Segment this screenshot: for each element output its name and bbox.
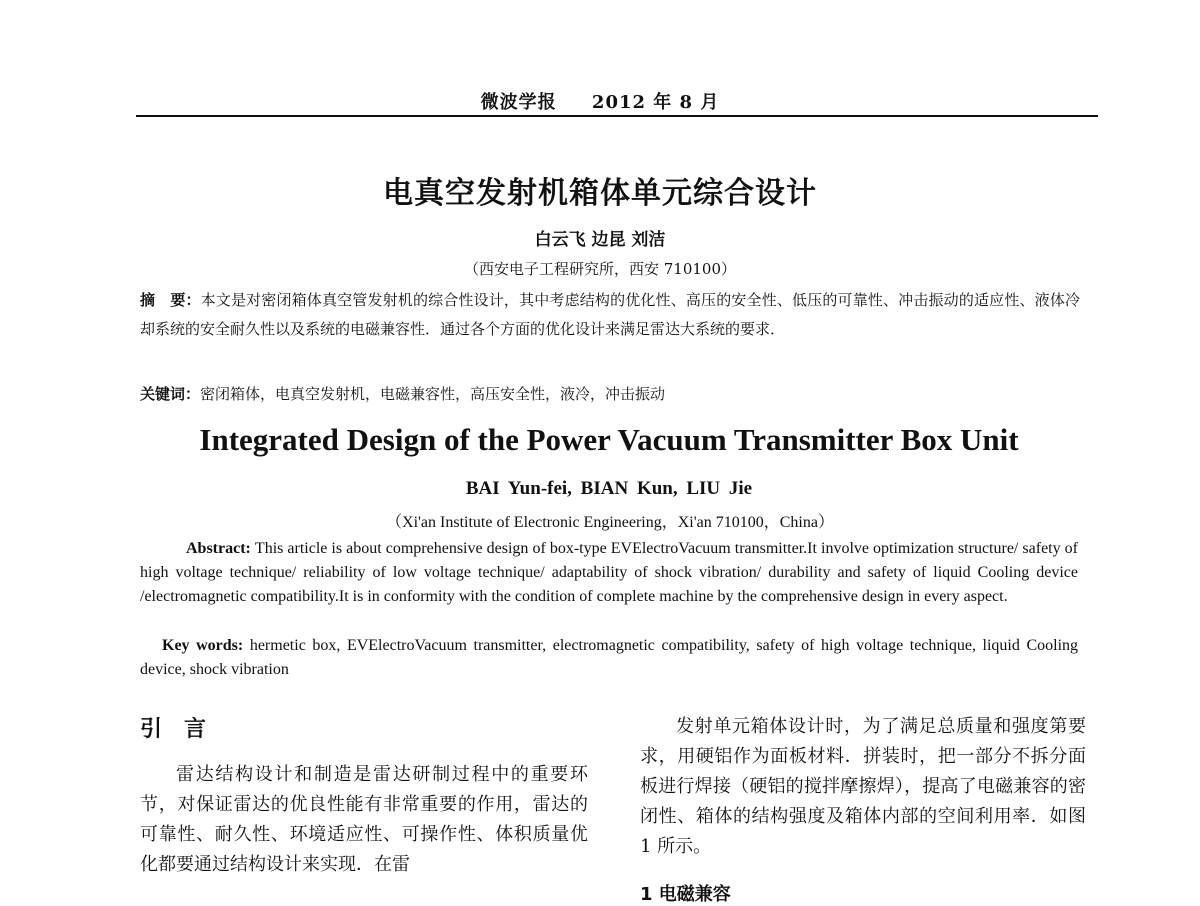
english-keywords-text: hermetic box, EVElectroVacuum transmitter, electromagnetic compatibility, safety of high voltage technique, liquid Cooling device, shock vibration — [140, 637, 1079, 678]
header-rule — [136, 115, 1098, 117]
journal-header — [0, 88, 1200, 114]
issue-date: 2012 年 8 月 — [591, 92, 720, 113]
chinese-abstract-text: 本文是对密闭箱体真空管发射机的综合性设计，其中考虑结构的优化性、高压的安全性、低压的可靠性、冲击振动的适应性、液体冷却系统的安全耐久性以及系统的电磁兼容性．通过各个方面的优化设计来满足雷达大系统的要求． — [140, 291, 1080, 338]
introduction-heading: 引言 — [140, 716, 229, 742]
section-heading: 1 电磁兼容 — [640, 884, 731, 905]
chinese-keywords-text: 密闭箱体，电真空发射机，电磁兼容性，高压安全性，液冷，冲击振动 — [200, 385, 666, 403]
english-abstract — [140, 537, 1078, 609]
english-title: Integrated Design of the Power Vacuum Transmitter Box Unit — [199, 422, 1019, 457]
chinese-abstract-label: 摘 要： — [140, 291, 201, 309]
box-design-paragraph: 发射单元箱体设计时，为了满足总质量和强度第要求，用硬铝作为面板材料．拼装时，把一部分不拆分面板进行焊接（硬铝的搅拌摩擦焊），提高了电磁兼容的密闭性、箱体的结构强度及箱体内部的空间利用率．如图 1 所示。 — [640, 716, 1086, 857]
introduction-paragraph: 雷达结构设计和制造是雷达研制过程中的重要环节，对保证雷达的优良性能有非常重要的作用，雷达的可靠性、耐久性、环境适应性、可操作性、体积质量优化都要通过结构设计来实现．在雷 — [140, 764, 588, 875]
chinese-abstract — [140, 286, 1080, 344]
english-keywords — [140, 634, 1078, 682]
english-affiliation: （Xi'an Institute of Electronic Engineering，Xi'an 710100，China） — [386, 514, 834, 531]
english-keywords-label: Key words: — [162, 637, 250, 654]
chinese-keywords — [140, 380, 1080, 409]
english-abstract-text: This article is about comprehensive design of box-type EVElectroVacuum transmitter.It involve optimization structure/ safety of high voltage technique/ reliability of low voltage technique/ adaptability of shock vibration/ durability and safety of liquid Cooling device /electromagnetic compatibility.It is in conformity with the condition of complete machine by the comprehensive design in every aspect. — [140, 540, 1079, 605]
chinese-affiliation: （西安电子工程研究所，西安 710100） — [463, 260, 737, 278]
chinese-keywords-label: 关键词： — [140, 385, 201, 403]
english-abstract-label: Abstract: — [186, 540, 255, 557]
chinese-authors: 白云飞 边昆 刘洁 — [534, 230, 666, 250]
journal-name: 微波学报 — [480, 92, 557, 113]
chinese-title: 电真空发射机箱体单元综合设计 — [383, 176, 817, 211]
english-authors: BAI Yun-fei, BIAN Kun, LIU Jie — [465, 478, 753, 499]
